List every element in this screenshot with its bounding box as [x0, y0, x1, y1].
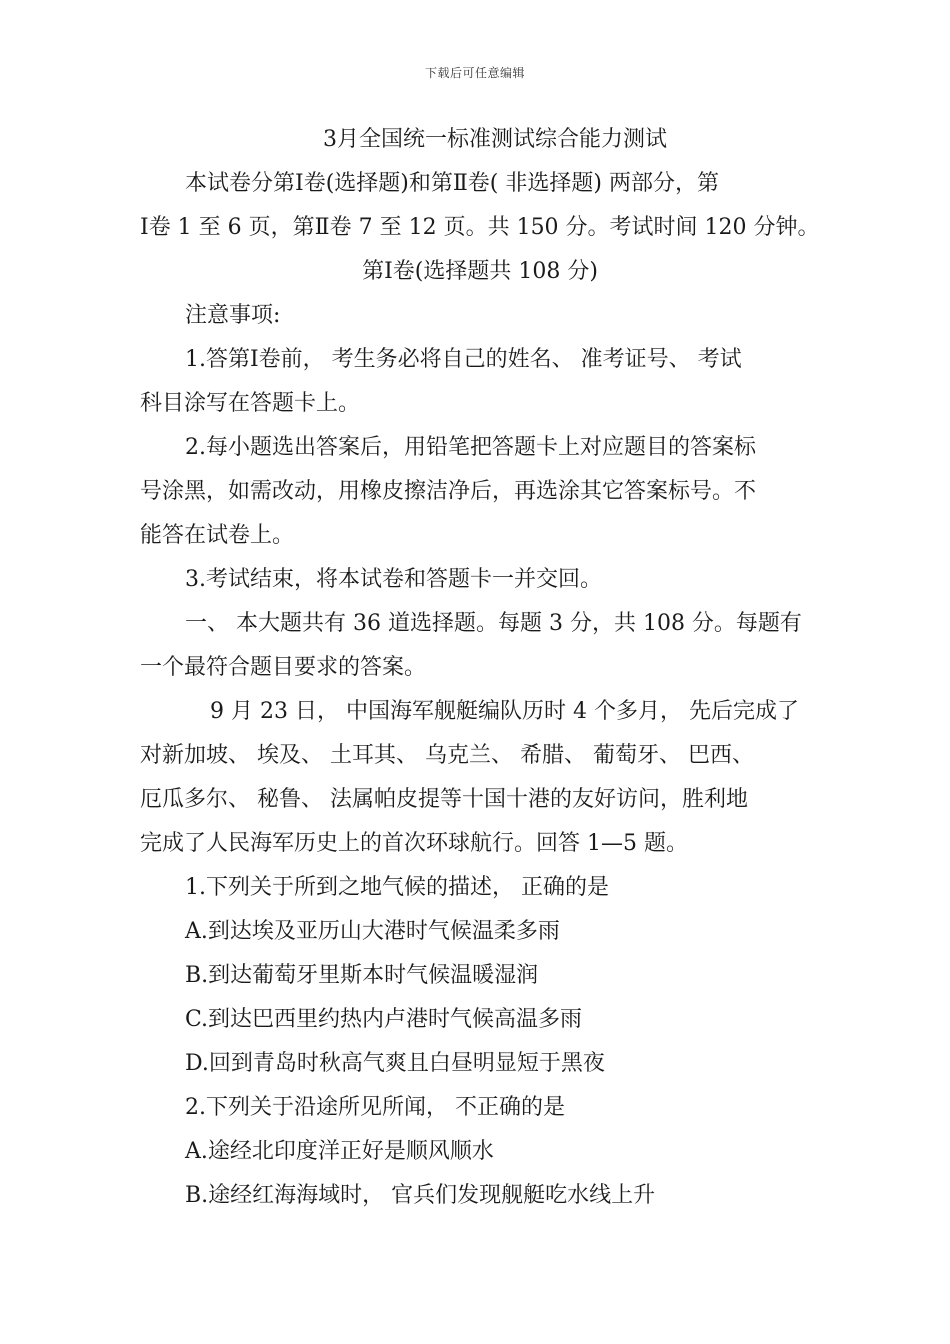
notice-1-line-1: 1.答第Ⅰ卷前， 考生务必将自己的姓名、 准考证号、 考试	[185, 347, 742, 372]
question-1-option-b: B.到达葡萄牙里斯本时气候温暖湿润	[185, 963, 539, 988]
question-1-stem: 1.下列关于所到之地气候的描述， 正确的是	[185, 875, 609, 900]
question-1-option-a: A.到达埃及亚历山大港时气候温柔多雨	[185, 919, 560, 944]
intro-line-1: 本试卷分第Ⅰ卷(选择题)和第Ⅱ卷( 非选择题) 两部分，第	[185, 171, 719, 196]
notice-1-line-2: 科目涂写在答题卡上。	[140, 391, 361, 416]
part-one-line-1: 一、 本大题共有 36 道选择题。每题 3 分，共 108 分。每题有	[185, 611, 802, 636]
part-one-line-2: 一个最符合题目要求的答案。	[140, 655, 427, 680]
question-2-option-b: B.途经红海海域时， 官兵们发现舰艇吃水线上升	[185, 1183, 656, 1208]
section-title: 第Ⅰ卷(选择题共 108 分)	[362, 259, 598, 284]
notice-2-line-1: 2.每小题选出答案后，用铅笔把答题卡上对应题目的答案标	[185, 435, 756, 460]
notice-2-line-3: 能答在试卷上。	[140, 523, 295, 548]
document-title: 3月全国统一标准测试综合能力测试	[323, 127, 667, 152]
header-note: 下载后可任意编辑	[424, 66, 525, 80]
question-2-stem: 2.下列关于沿途所见所闻， 不正确的是	[185, 1095, 565, 1120]
question-2-option-a: A.途经北印度洋正好是顺风顺水	[185, 1139, 494, 1164]
document-body	[140, 118, 820, 1218]
passage-line-1: 9 月 23 日， 中国海军舰艇编队历时 4 个多月， 先后完成了	[210, 699, 799, 724]
notice-2-line-2: 号涂黑，如需改动，用橡皮擦洁净后，再选涂其它答案标号。不	[140, 479, 757, 504]
passage-line-2: 对新加坡、 埃及、 土耳其、 乌克兰、 希腊、 葡萄牙、 巴西、	[140, 743, 754, 768]
question-1-option-d: D.回到青岛时秋高气爽且白昼明显短于黑夜	[185, 1051, 605, 1076]
passage-line-4: 完成了人民海军历史上的首次环球航行。回答 1—5 题。	[140, 831, 688, 856]
passage-line-3: 厄瓜多尔、 秘鲁、 法属帕皮提等十国十港的友好访问，胜利地	[140, 787, 748, 812]
question-1-option-c: C.到达巴西里约热内卢港时气候高温多雨	[185, 1007, 583, 1032]
intro-line-2: Ⅰ卷 1 至 6 页，第Ⅱ卷 7 至 12 页。共 150 分。考试时间 120 分钟。	[140, 215, 820, 240]
notice-3: 3.考试结束，将本试卷和答题卡一并交回。	[185, 567, 602, 592]
notice-heading: 注意事项:	[185, 303, 281, 328]
